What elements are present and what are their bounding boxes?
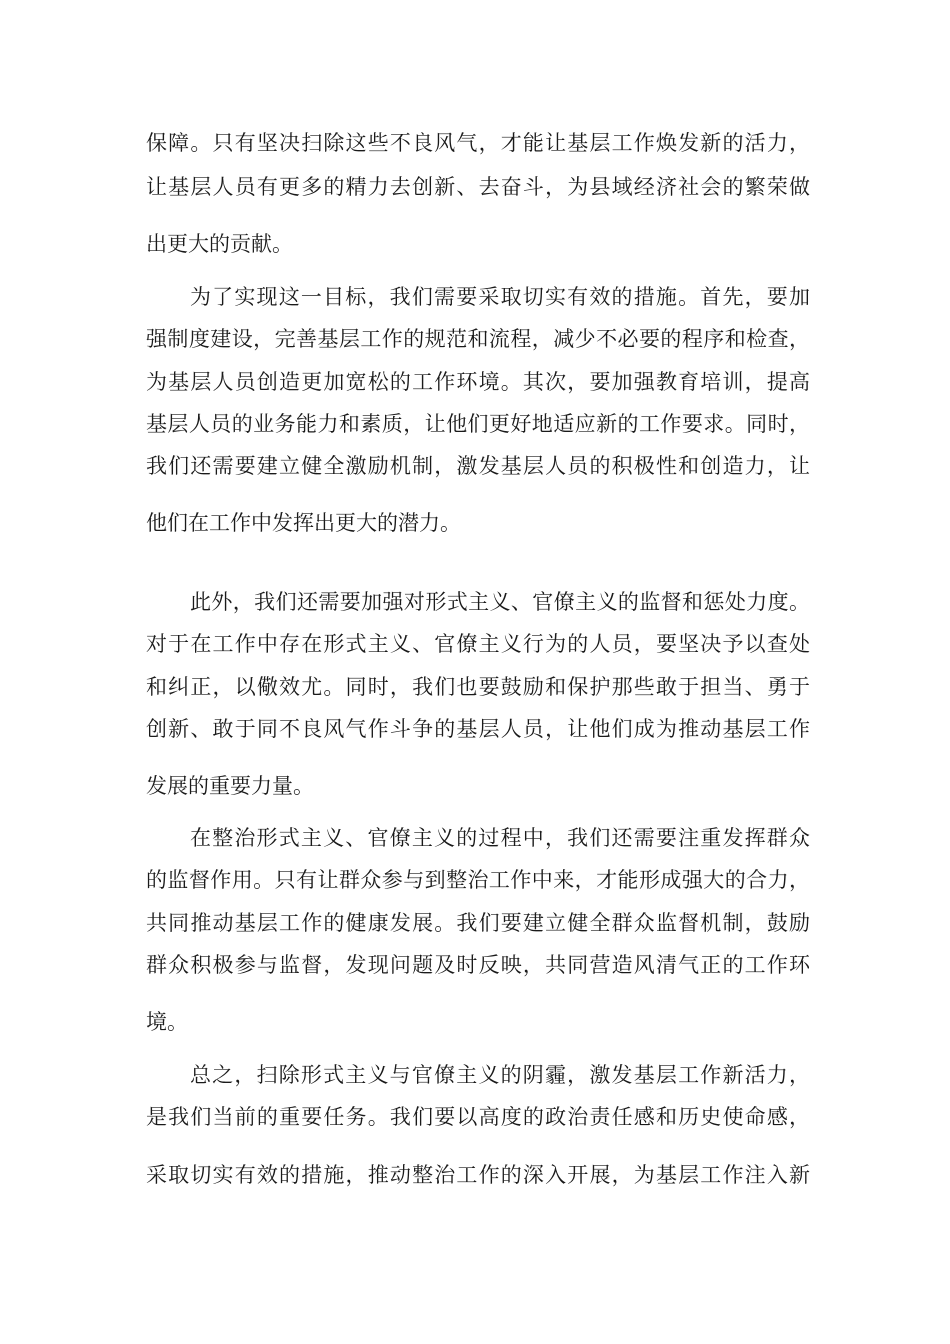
text-line: 和纠正，以儆效尤。同时，我们也要鼓励和保护那些敢于担当、勇于 — [146, 675, 810, 699]
text-line: 创新、敢于同不良风气作斗争的基层人员，让他们成为推动基层工作 — [146, 717, 810, 741]
text-line: 他们在工作中发挥出更大的潜力。 — [146, 511, 461, 535]
text-line: 采取切实有效的措施，推动整治工作的深入开展，为基层工作注入新 — [146, 1163, 810, 1187]
text-line: 我们还需要建立健全激励机制，激发基层人员的积极性和创造力，让 — [146, 454, 810, 478]
text-line: 此外，我们还需要加强对形式主义、官僚主义的监督和惩处力度。 — [190, 590, 810, 614]
text-line: 的监督作用。只有让群众参与到整治工作中来，才能形成强大的合力， — [146, 868, 810, 892]
text-line: 总之，扫除形式主义与官僚主义的阴霾，激发基层工作新活力， — [190, 1063, 810, 1087]
text-line: 出更大的贡献。 — [146, 232, 293, 256]
text-line: 为基层人员创造更加宽松的工作环境。其次，要加强教育培训，提高 — [146, 370, 810, 394]
text-line: 保障。只有坚决扫除这些不良风气，才能让基层工作焕发新的活力， — [146, 131, 810, 155]
text-line: 是我们当前的重要任务。我们要以高度的政治责任感和历史使命感， — [146, 1105, 810, 1129]
text-line: 对于在工作中存在形式主义、官僚主义行为的人员，要坚决予以查处 — [146, 632, 810, 656]
text-line: 境。 — [146, 1010, 188, 1034]
text-line: 发展的重要力量。 — [146, 774, 314, 798]
text-line: 强制度建设，完善基层工作的规范和流程，减少不必要的程序和检查， — [146, 327, 810, 351]
text-line: 群众积极参与监督，发现问题及时反映，共同营造风清气正的工作环 — [146, 953, 810, 977]
text-line: 在整治形式主义、官僚主义的过程中，我们还需要注重发挥群众 — [190, 826, 810, 850]
text-line: 基层人员的业务能力和素质，让他们更好地适应新的工作要求。同时， — [146, 412, 810, 436]
text-line: 共同推动基层工作的健康发展。我们要建立健全群众监督机制，鼓励 — [146, 911, 810, 935]
text-line: 为了实现这一目标，我们需要采取切实有效的措施。首先，要加 — [190, 285, 810, 309]
text-line: 让基层人员有更多的精力去创新、去奋斗，为县域经济社会的繁荣做 — [146, 175, 810, 199]
